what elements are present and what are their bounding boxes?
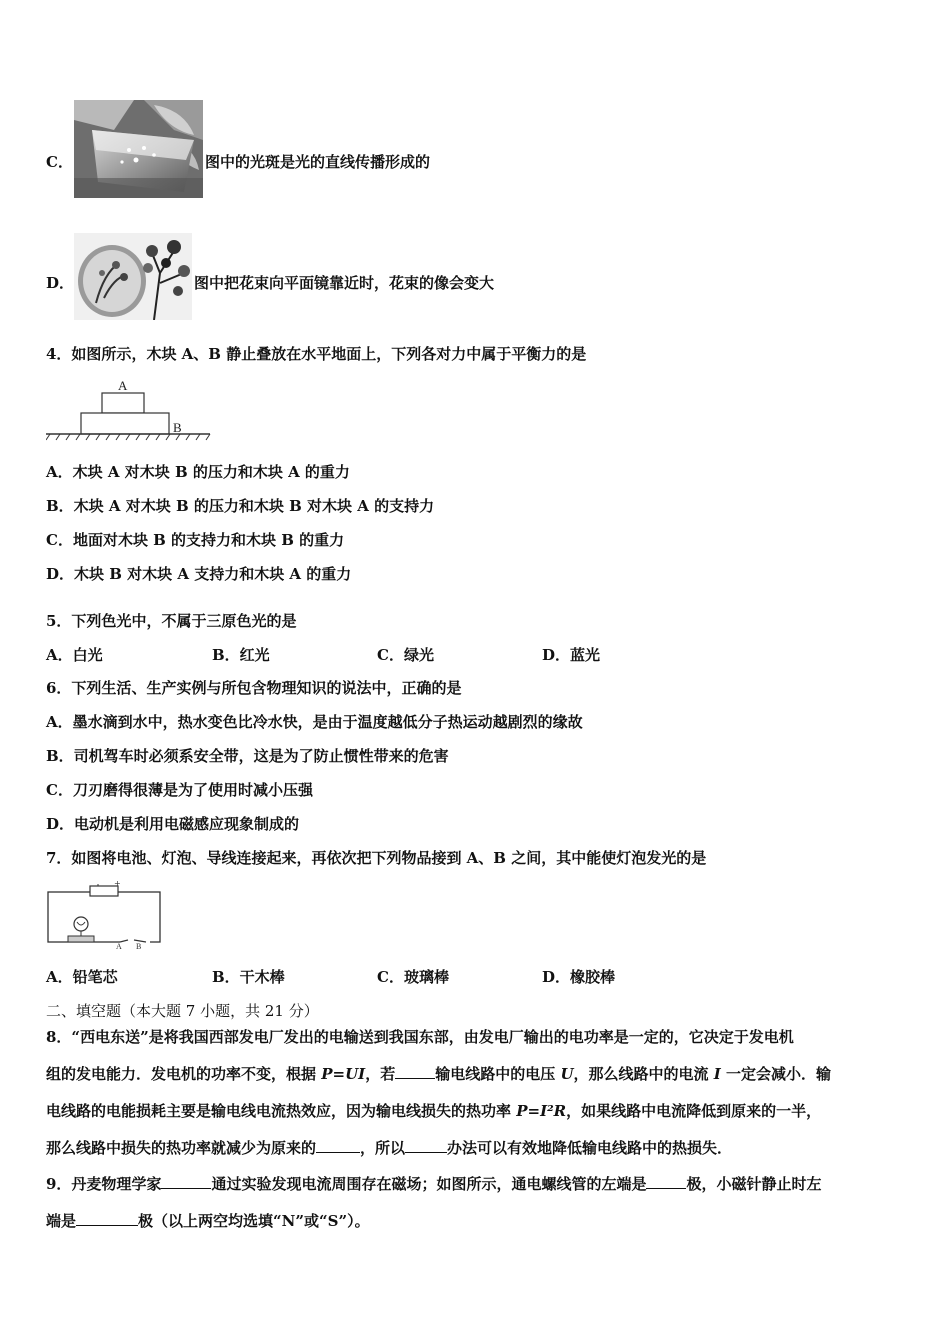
option-d-label: D． — [46, 274, 75, 292]
q8-p4c: 办法可以有效地降低输电线路中的热损失． — [447, 1139, 733, 1157]
q5-option-a: A．白光 — [46, 646, 103, 664]
q9-p1c: 极，小磁针静止时左 — [686, 1175, 822, 1193]
q4-option-a: A．木块 A 对木块 B 的压力和木块 A 的重力 — [46, 463, 350, 481]
q5-option-b: B．红光 — [212, 646, 270, 664]
q8-line-1: 8．“西电东送”是将我国西部发电厂发出的电输送到我国东部，由发电厂输出的电功率是一定的，它决定于发电机 — [46, 1028, 794, 1046]
q6-option-a: A．墨水滴到水中，热水变色比冷水快，是由于温度越低分子热运动越剧烈的缘故 — [46, 713, 583, 731]
q6-stem: 6．下列生活、生产实例与所包含物理知识的说法中，正确的是 — [46, 679, 462, 697]
q8-p4a: 那么线路中损失的热功率就减少为原来的 — [46, 1139, 317, 1157]
q6-option-b: B．司机驾车时必须系安全带，这是为了防止惯性带来的危害 — [46, 747, 449, 765]
q7-option-b: B．干木棒 — [212, 968, 285, 986]
q8-p3b: ，如果线路中电流降低到原来的一半， — [566, 1102, 822, 1120]
option-c-text: 图中的光斑是光的直线传播形成的 — [205, 153, 431, 171]
q7-option-c: C．玻璃棒 — [377, 968, 449, 986]
q6-option-c: C．刀刃磨得很薄是为了使用时减小压强 — [46, 781, 313, 799]
q9-p1a: 9．丹麦物理学家 — [46, 1175, 162, 1193]
q8-p2b: ，若 — [365, 1065, 396, 1083]
light-spot-photo — [74, 100, 203, 198]
q7-circuit-figure — [46, 880, 164, 950]
q4-option-b: B．木块 A 对木块 B 的压力和木块 B 对木块 A 的支持力 — [46, 497, 435, 515]
option-c-label: C． — [46, 153, 73, 171]
q5-stem: 5．下列色光中，不属于三原色光的是 — [46, 612, 297, 630]
q7-option-d: D．橡胶棒 — [542, 968, 616, 986]
q8-p2a: 组的发电能力．发电机的功率不变，根据 — [46, 1065, 322, 1083]
q8-p2d: ，那么线路中的电流 — [573, 1065, 714, 1083]
mirror-flowers-photo — [74, 233, 192, 320]
q8-formula-pui: P=UI — [321, 1065, 366, 1083]
q8-symbol-i: I — [713, 1065, 721, 1083]
q9-blank-3[interactable] — [76, 1211, 138, 1226]
q4-stem: 4．如图所示，木块 A、B 静止叠放在水平地面上，下列各对力中属于平衡力的是 — [46, 345, 587, 363]
q9-p2b: 极（以上两空均选填“N”或“S”）。 — [138, 1212, 370, 1230]
q8-symbol-u: U — [560, 1065, 574, 1083]
q4-fig-label-a: A — [118, 378, 128, 393]
q6-option-d: D．电动机是利用电磁感应现象制成的 — [46, 815, 300, 833]
q9-p1b: 通过实验发现电流周围存在磁场；如图所示，通电螺线管的左端是 — [211, 1175, 647, 1193]
q8-formula-pi2r: P=I²R — [516, 1102, 567, 1120]
q8-line-4 — [46, 1138, 732, 1158]
q8-blank-2[interactable] — [316, 1138, 360, 1153]
q8-blank-3[interactable] — [405, 1138, 447, 1153]
q8-line-2 — [46, 1064, 831, 1084]
q4-option-c: C．地面对木块 B 的支持力和木块 B 的重力 — [46, 531, 345, 549]
q7-fig-label-a: A — [116, 942, 122, 950]
q9-line-2 — [46, 1211, 370, 1231]
q4-option-d: D．木块 B 对木块 A 支持力和木块 A 的重力 — [46, 565, 352, 583]
q8-p4b: ，所以 — [360, 1139, 406, 1157]
svg-text:+: + — [114, 880, 121, 888]
q5-option-d: D．蓝光 — [542, 646, 601, 664]
option-d-text: 图中把花束向平面镜靠近时，花束的像会变大 — [194, 274, 495, 292]
q8-line-3 — [46, 1101, 821, 1121]
q5-option-c: C．绿光 — [377, 646, 434, 664]
q4-fig-label-b: B — [173, 420, 182, 435]
q8-blank-1[interactable] — [395, 1064, 435, 1079]
section-2-heading: 二、填空题（本大题 7 小题，共 21 分） — [46, 1002, 319, 1020]
q8-p2c: 输电线路中的电压 — [435, 1065, 561, 1083]
q7-option-a: A．铅笔芯 — [46, 968, 118, 986]
q7-fig-label-b: B — [136, 942, 142, 950]
q9-line-1 — [46, 1174, 821, 1194]
q8-p2e: 一定会减小．输 — [720, 1065, 832, 1083]
q8-p3a: 电线路的电能损耗主要是输电线电流热效应，因为输电线损失的热功率 — [46, 1102, 517, 1120]
q4-figure-blocks — [46, 376, 212, 442]
q9-blank-2[interactable] — [646, 1174, 686, 1189]
q7-stem: 7．如图将电池、灯泡、导线连接起来，再依次把下列物品接到 A、B 之间，其中能使灯泡发光的是 — [46, 849, 707, 867]
q9-blank-1[interactable] — [161, 1174, 211, 1189]
q9-p2a: 端是 — [46, 1212, 77, 1230]
